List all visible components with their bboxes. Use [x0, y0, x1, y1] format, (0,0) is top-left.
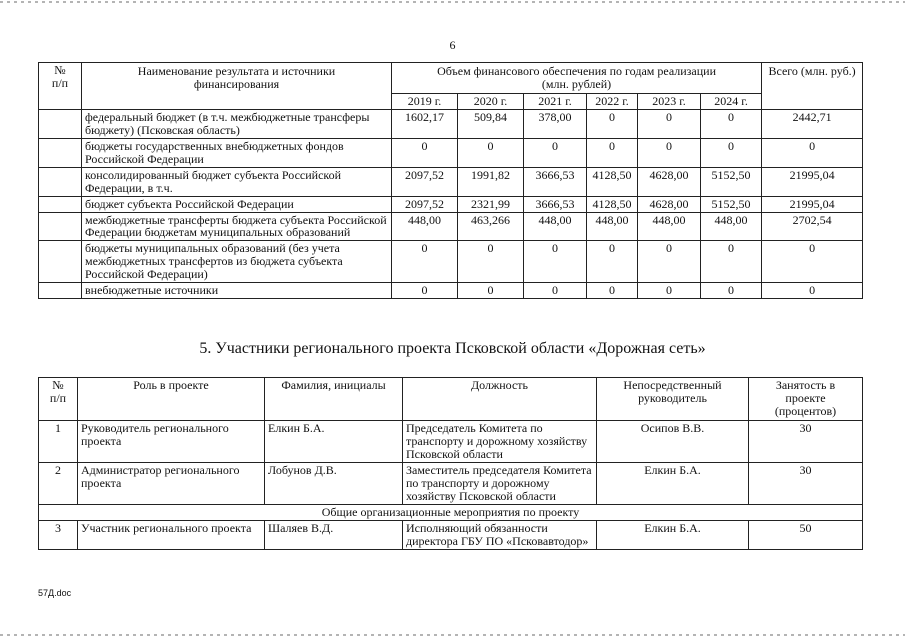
participants-header-row — [39, 378, 863, 421]
finance-year-value: 3666,53 — [524, 167, 587, 196]
finance-total-value: 0 — [762, 241, 863, 283]
finance-total-value: 0 — [762, 283, 863, 299]
finance-year-value: 0 — [524, 241, 587, 283]
scan-edge-top — [0, 1, 905, 3]
participant-role: Участник регионального проекта — [78, 520, 265, 549]
finance-year-value: 0 — [701, 109, 762, 138]
finance-year-header: 2023 г. — [638, 93, 701, 109]
participant-position: Председатель Комитета по транспорту и дорожному хозяйству Псковской области — [403, 421, 597, 463]
finance-year-value: 5152,50 — [701, 196, 762, 212]
finance-year-header: 2020 г. — [458, 93, 524, 109]
finance-header-num: № п/п — [39, 63, 82, 110]
finance-year-value: 3666,53 — [524, 196, 587, 212]
finance-total-value: 21995,04 — [762, 196, 863, 212]
finance-year-value: 2321,99 — [458, 196, 524, 212]
finance-year-value: 509,84 — [458, 109, 524, 138]
finance-year-value: 448,00 — [524, 212, 587, 241]
finance-year-value: 5152,50 — [701, 167, 762, 196]
finance-source-name: консолидированный бюджет субъекта Российской Федерации, в т.ч. — [82, 167, 392, 196]
finance-header-row — [39, 63, 863, 94]
participant-name: Елкин Б.А. — [265, 421, 403, 463]
finance-year-value: 0 — [638, 283, 701, 299]
finance-year-value: 4628,00 — [638, 196, 701, 212]
finance-year-value: 0 — [392, 283, 458, 299]
participant-row — [39, 421, 863, 463]
participants-header-load: Занятость в проекте (процентов) — [749, 378, 863, 421]
participants-header-role: Роль в проекте — [78, 378, 265, 421]
finance-year-value: 4128,50 — [587, 167, 638, 196]
finance-total-value: 2702,54 — [762, 212, 863, 241]
participant-name: Лобунов Д.В. — [265, 462, 403, 504]
finance-year-value: 1991,82 — [458, 167, 524, 196]
participants-header-manager: Непосредственный руководитель — [597, 378, 749, 421]
finance-num-cell — [39, 167, 82, 196]
participant-manager: Елкин Б.А. — [597, 520, 749, 549]
finance-year-value: 0 — [458, 138, 524, 167]
participant-num: 3 — [39, 520, 78, 549]
finance-source-name: бюджеты муниципальных образований (без учета межбюджетных трансфертов из бюджета субъекта Российской Федерации) — [82, 241, 392, 283]
participant-position: Исполняющий обязанности директора ГБУ ПО «Псковавтодор» — [403, 520, 597, 549]
finance-year-value: 0 — [587, 241, 638, 283]
participants-header-num: № п/п — [39, 378, 78, 421]
finance-header-total: Всего (млн. руб.) — [762, 63, 863, 110]
finance-year-value: 0 — [524, 283, 587, 299]
finance-year-value: 0 — [638, 109, 701, 138]
finance-year-header: 2019 г. — [392, 93, 458, 109]
finance-source-name: федеральный бюджет (в т.ч. межбюджетные трансферы бюджету) (Псковская область) — [82, 109, 392, 138]
finance-year-value: 0 — [392, 241, 458, 283]
participants-header-name: Фамилия, инициалы — [265, 378, 403, 421]
finance-year-value: 0 — [638, 138, 701, 167]
finance-total-value: 21995,04 — [762, 167, 863, 196]
finance-year-value: 378,00 — [524, 109, 587, 138]
finance-year-value: 463,266 — [458, 212, 524, 241]
finance-source-name: бюджеты государственных внебюджетных фондов Российской Федерации — [82, 138, 392, 167]
finance-year-value: 448,00 — [587, 212, 638, 241]
finance-year-value: 448,00 — [701, 212, 762, 241]
finance-year-value: 0 — [587, 283, 638, 299]
finance-year-header: 2022 г. — [587, 93, 638, 109]
participants-group-row — [39, 504, 863, 520]
participant-row — [39, 462, 863, 504]
finance-num-cell — [39, 138, 82, 167]
participant-position: Заместитель председателя Комитета по транспорту и дорожному хозяйству Псковской области — [403, 462, 597, 504]
finance-row — [39, 109, 863, 138]
finance-year-value: 0 — [701, 241, 762, 283]
participant-load: 30 — [749, 421, 863, 463]
finance-row — [39, 283, 863, 299]
participants-group-title: Общие организационные мероприятия по проекту — [39, 504, 863, 520]
finance-year-value: 2097,52 — [392, 167, 458, 196]
participant-num: 1 — [39, 421, 78, 463]
finance-year-value: 0 — [701, 283, 762, 299]
participant-name: Шаляев В.Д. — [265, 520, 403, 549]
finance-row — [39, 138, 863, 167]
finance-year-value: 0 — [638, 241, 701, 283]
participants-table — [38, 377, 863, 550]
finance-num-cell — [39, 109, 82, 138]
participant-row — [39, 520, 863, 549]
finance-header-volume: Объем финансового обеспечения по годам реализации (млн. рублей) — [392, 63, 762, 94]
finance-source-name: межбюджетные трансферты бюджета субъекта Российской Федерации бюджетам муниципальных образований — [82, 212, 392, 241]
participant-role: Руководитель регионального проекта — [78, 421, 265, 463]
finance-year-value: 0 — [392, 138, 458, 167]
finance-num-cell — [39, 196, 82, 212]
finance-header-name: Наименование результата и источники финансирования — [82, 63, 392, 110]
finance-year-value: 4128,50 — [587, 196, 638, 212]
finance-row — [39, 212, 863, 241]
finance-year-value: 448,00 — [392, 212, 458, 241]
finance-year-value: 0 — [587, 138, 638, 167]
participant-num: 2 — [39, 462, 78, 504]
finance-year-value: 0 — [587, 109, 638, 138]
finance-year-value: 0 — [458, 241, 524, 283]
participant-manager: Осипов В.В. — [597, 421, 749, 463]
scan-edge-bottom — [0, 634, 905, 636]
finance-year-value: 4628,00 — [638, 167, 701, 196]
finance-year-value: 1602,17 — [392, 109, 458, 138]
finance-row — [39, 241, 863, 283]
section-title: 5. Участники регионального проекта Псковской области «Дорожная сеть» — [199, 340, 706, 357]
finance-source-name: бюджет субъекта Российской Федерации — [82, 196, 392, 212]
participant-manager: Елкин Б.А. — [597, 462, 749, 504]
finance-table — [38, 62, 863, 299]
finance-total-value: 2442,71 — [762, 109, 863, 138]
finance-num-cell — [39, 283, 82, 299]
participant-load: 30 — [749, 462, 863, 504]
finance-year-value: 0 — [458, 283, 524, 299]
participants-header-position: Должность — [403, 378, 597, 421]
finance-year-value: 2097,52 — [392, 196, 458, 212]
finance-total-value: 0 — [762, 138, 863, 167]
finance-year-value: 0 — [701, 138, 762, 167]
page-number: 6 — [449, 38, 456, 52]
finance-year-value: 0 — [524, 138, 587, 167]
finance-year-header: 2024 г. — [701, 93, 762, 109]
finance-year-value: 448,00 — [638, 212, 701, 241]
footer-filename: 57Д.doc — [38, 588, 72, 598]
finance-row — [39, 167, 863, 196]
finance-year-header: 2021 г. — [524, 93, 587, 109]
finance-num-cell — [39, 241, 82, 283]
participant-role: Администратор регионального проекта — [78, 462, 265, 504]
finance-source-name: внебюджетные источники — [82, 283, 392, 299]
finance-num-cell — [39, 212, 82, 241]
finance-row — [39, 196, 863, 212]
participant-load: 50 — [749, 520, 863, 549]
